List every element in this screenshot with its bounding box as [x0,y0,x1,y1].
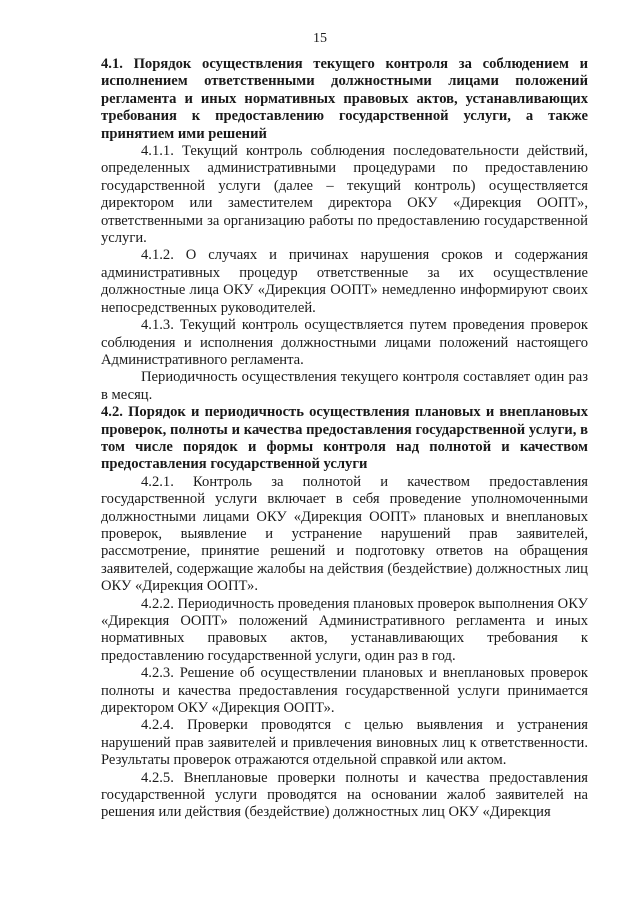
section-heading-4-2: 4.2. Порядок и периодичность осуществления плановых и внеплановых проверок, полноты и качества предоставления государственной услуги, в том числе порядок и формы контроля над полнотой и качеством предоставления государственной услуги [101,404,588,473]
paragraph-4-1-2: 4.1.2. О случаях и причинах нарушения сроков и содержания административных процедур ответственные за их осуществление должностные лица ОКУ «Дирекция ООПТ» немедленно информируют своих непосредственных руководителей. [101,247,588,316]
paragraph-4-2-2: 4.2.2. Периодичность проведения плановых проверок выполнения ОКУ «Дирекция ООПТ» положений Административного регламента и иных нормативных правовых актов, устанавливающих требования к предоставлению государственной услуги, один раз в год. [101,595,588,664]
paragraph-4-2-4: 4.2.4. Проверки проводятся с целью выявления и устранения нарушений прав заявителей и привлечения виновных лиц к ответственности. Результаты проверок отражаются отдельной справкой или актом. [101,717,588,769]
paragraph-4-2-1: 4.2.1. Контроль за полнотой и качеством предоставления государственной услуги включает в себя проведение уполномоченными должностными лицами ОКУ «Дирекция ООПТ» плановых и внеплановых проверок, выявление и устранение нарушений прав заявителей, рассмотрение, принятие решений и подготовку ответов на обращения заявителей, содержащие жалобы на действия (бездействие) должностных лиц ОКУ «Дирекция ООПТ». [101,473,588,595]
paragraph-4-2-5: 4.2.5. Внеплановые проверки полноты и качества предоставления государственной услуги проводятся на основании жалоб заявителей на решения или действия (бездействие) должностных лиц ОКУ «Дирекция [101,769,588,821]
paragraph-4-1-3: 4.1.3. Текущий контроль осуществляется путем проведения проверок соблюдения и исполнения должностными лицами положений настоящего Административного регламента. [101,317,588,368]
page-content [101,56,588,822]
section-heading-4-1: 4.1. Порядок осуществления текущего контроля за соблюдением и исполнением ответственными должностными лицами положений регламента и иных нормативных правовых актов, устанавливающих требования к предоставлению государственной услуги, а также принятием ими решений [101,56,588,142]
paragraph-control-frequency: Периодичность осуществления текущего контроля составляет один раз в месяц. [101,369,588,403]
page-number: 15 [313,31,327,46]
paragraph-4-1-1: 4.1.1. Текущий контроль соблюдения последовательности действий, определенных административными процедурами по предоставлению государственной услуги (далее – текущий контроль) осуществляется директором или заместителем директора ОКУ «Дирекция ООПТ», ответственными за организацию работы по предоставлению государственной услуги. [101,143,588,247]
paragraph-4-2-3: 4.2.3. Решение об осуществлении плановых и внеплановых проверок полноты и качества предоставления государственной услуги принимается директором ОКУ «Дирекция ООПТ». [101,665,588,717]
